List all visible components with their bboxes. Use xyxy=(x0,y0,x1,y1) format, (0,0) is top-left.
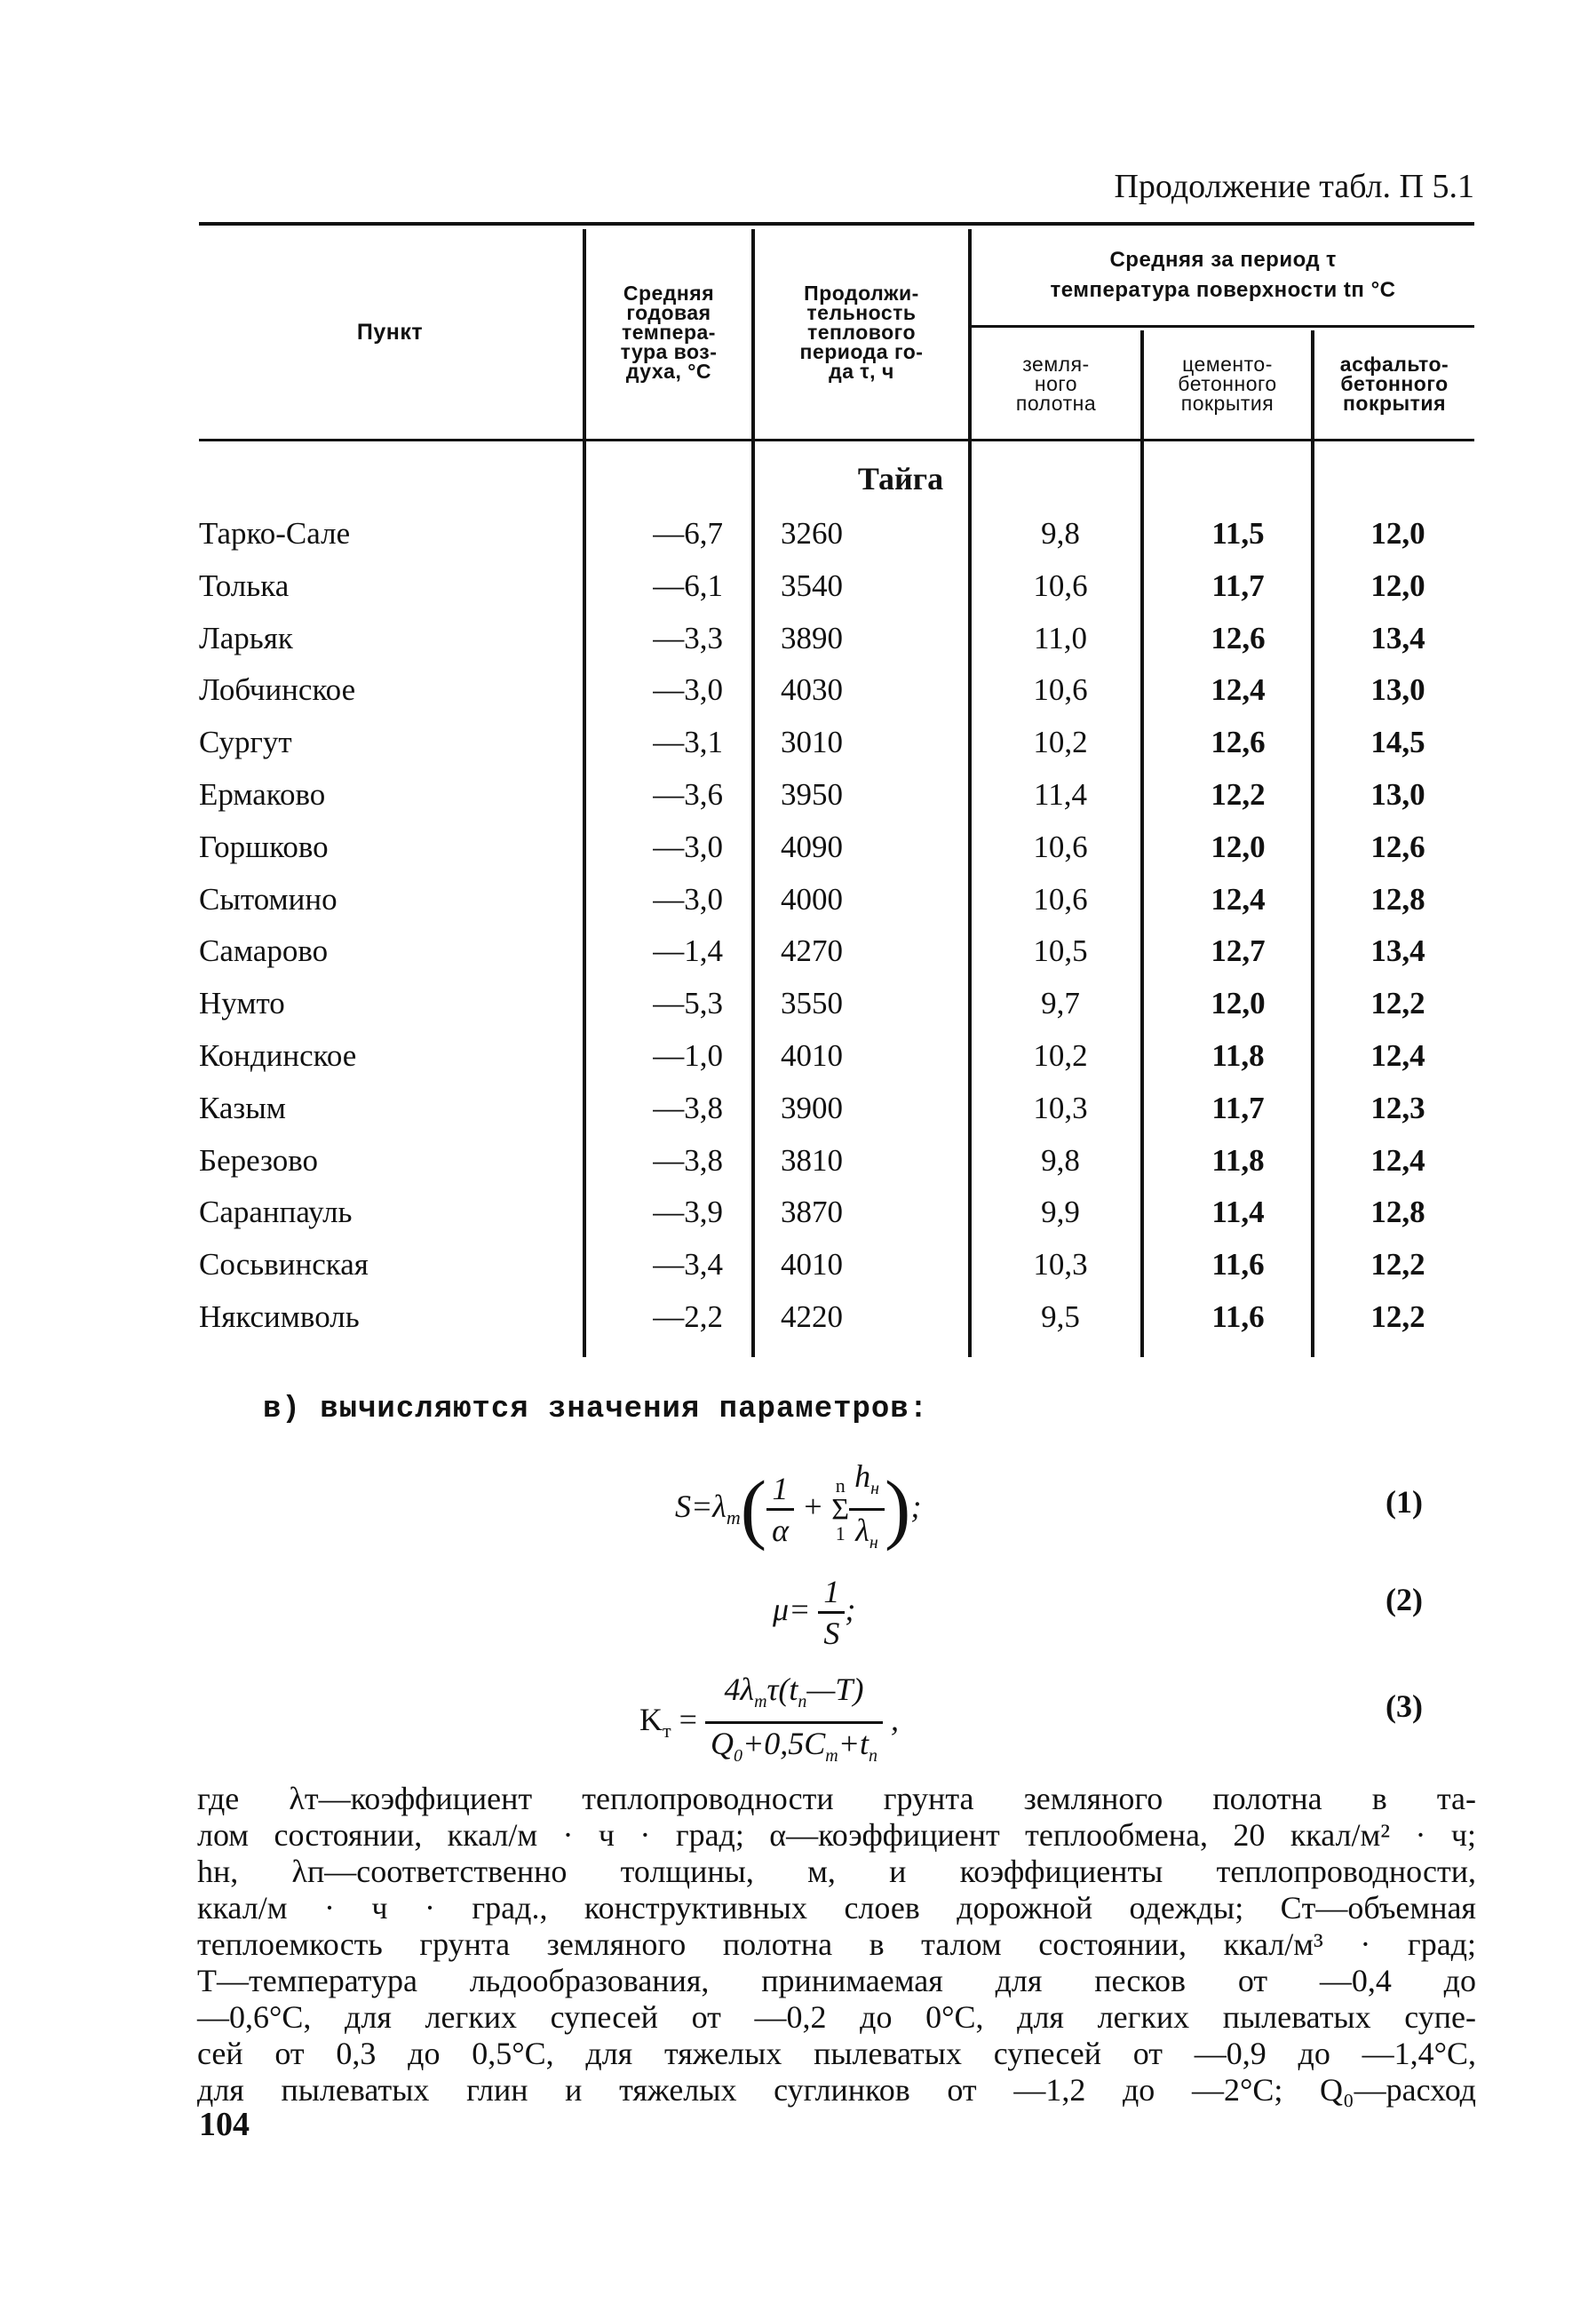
paragraph-line: —0,6°С, для легких супесей от —0,2 до 0°С, для легких пылеватых супе- xyxy=(197,1999,1476,2035)
cement-temp-cell: 11,4 xyxy=(1211,1195,1265,1230)
duration-cell: 3950 xyxy=(781,777,843,812)
earth-temp-cell: 10,5 xyxy=(1033,933,1088,969)
equation-number-3: (3) xyxy=(1386,1688,1423,1724)
mean-temp-cell: —3,3 xyxy=(653,620,723,655)
table-row xyxy=(199,874,1474,925)
cement-temp-cell: 11,8 xyxy=(1211,1038,1265,1073)
earth-temp-cell: 9,5 xyxy=(1041,1299,1080,1334)
point-name-cell: Нумто xyxy=(199,986,285,1021)
mean-temp-cell: —6,7 xyxy=(653,516,723,551)
page-number: 104 xyxy=(199,2106,250,2143)
cement-temp-cell: 12,6 xyxy=(1211,620,1266,655)
asphalt-temp-cell: 12,4 xyxy=(1370,1038,1425,1073)
duration-cell: 3550 xyxy=(781,986,843,1021)
duration-cell: 4000 xyxy=(781,881,843,917)
header-earth: земля- ного полотна xyxy=(1015,353,1097,415)
cement-temp-cell: 11,7 xyxy=(1211,1090,1265,1125)
paragraph-line: ккал/м · ч · град., конструктивных слоев дорожной одежды; Cт—объемная xyxy=(197,1890,1476,1926)
mean-temp-cell: —3,1 xyxy=(653,725,723,760)
asphalt-temp-cell: 12,2 xyxy=(1370,1247,1425,1283)
earth-temp-cell: 11,4 xyxy=(1034,777,1087,812)
earth-temp-cell: 10,6 xyxy=(1033,881,1088,917)
cement-temp-cell: 11,6 xyxy=(1211,1299,1265,1334)
duration-cell: 4220 xyxy=(781,1299,843,1334)
table-row xyxy=(199,1187,1474,1238)
table-row xyxy=(199,1030,1474,1082)
mean-temp-cell: —3,8 xyxy=(653,1090,723,1125)
asphalt-temp-cell: 12,6 xyxy=(1370,829,1425,864)
table-row xyxy=(199,1291,1474,1343)
table-row xyxy=(199,1239,1474,1290)
paragraph-line: где λт—коэффициент теплопроводности грунта земляного полотна в та- xyxy=(197,1781,1476,1816)
table-row xyxy=(199,925,1474,977)
section-title-taiga: Тайга xyxy=(857,461,944,496)
table-row xyxy=(199,717,1474,768)
earth-temp-cell: 11,0 xyxy=(1034,620,1087,655)
asphalt-temp-cell: 12,2 xyxy=(1370,986,1425,1021)
mean-temp-cell: —6,1 xyxy=(653,568,723,603)
point-name-cell: Казым xyxy=(199,1090,286,1125)
table-row xyxy=(199,664,1474,716)
paragraph-line: T—температура льдообразования, принимаемая для песков от —0,4 до xyxy=(197,1963,1476,1998)
cement-temp-cell: 11,6 xyxy=(1211,1247,1265,1283)
mean-temp-cell: —1,4 xyxy=(653,933,723,969)
paragraph-line: для пылеватых глин и тяжелых суглинков от —1,2 до —2°С; Q₀—расход xyxy=(197,2072,1476,2108)
cement-temp-cell: 11,8 xyxy=(1211,1142,1265,1178)
table-row xyxy=(199,508,1474,560)
cement-temp-cell: 12,0 xyxy=(1211,986,1266,1021)
duration-cell: 3540 xyxy=(781,568,843,603)
paragraph-line: hн, λп—соответственно толщины, м, и коэффициенты теплопроводности, xyxy=(197,1854,1476,1889)
earth-temp-cell: 9,7 xyxy=(1041,986,1080,1021)
duration-cell: 4010 xyxy=(781,1247,843,1283)
point-name-cell: Ермаково xyxy=(199,777,326,812)
cement-temp-cell: 12,4 xyxy=(1211,881,1266,917)
earth-temp-cell: 9,9 xyxy=(1041,1195,1080,1230)
duration-cell: 3810 xyxy=(781,1142,843,1178)
table-row xyxy=(199,978,1474,1029)
earth-temp-cell: 9,8 xyxy=(1041,516,1080,551)
duration-cell: 4270 xyxy=(781,933,843,969)
paragraph-line: сей от 0,3 до 0,5°С, для тяжелых пылеватых супесей от —0,9 до —1,4°С, xyxy=(197,2036,1476,2071)
cement-temp-cell: 12,7 xyxy=(1211,933,1266,969)
header-cement: цементо- бетонного покрытия xyxy=(1178,353,1277,415)
earth-temp-cell: 10,6 xyxy=(1033,568,1088,603)
asphalt-temp-cell: 12,4 xyxy=(1370,1142,1425,1178)
table-row xyxy=(199,1083,1474,1134)
asphalt-temp-cell: 12,2 xyxy=(1370,1299,1425,1334)
header-subrule xyxy=(972,325,1474,328)
point-name-cell: Ларьяк xyxy=(199,620,293,655)
table-row xyxy=(199,822,1474,873)
paragraph-line: лом состоянии, ккал/м · ч · град; α—коэффициент теплообмена, 20 ккал/м² · ч; xyxy=(197,1817,1476,1853)
mean-temp-cell: —3,0 xyxy=(653,672,723,708)
table-row xyxy=(199,560,1474,612)
point-name-cell: Березово xyxy=(199,1142,319,1178)
table-row xyxy=(199,613,1474,664)
cement-temp-cell: 11,7 xyxy=(1211,568,1265,603)
duration-cell: 3900 xyxy=(781,1090,843,1125)
earth-temp-cell: 9,8 xyxy=(1041,1142,1080,1178)
header-duration: Продолжи- тельность теплового периода го- да τ, ч xyxy=(799,282,924,383)
explanation-paragraph xyxy=(197,1781,1476,2108)
mean-temp-cell: —3,9 xyxy=(653,1195,723,1230)
table-continuation-caption: Продолжение табл. П 5.1 xyxy=(1114,168,1474,205)
cement-temp-cell: 12,0 xyxy=(1211,829,1266,864)
header-point: Пункт xyxy=(356,320,424,345)
earth-temp-cell: 10,3 xyxy=(1033,1247,1088,1283)
earth-temp-cell: 10,2 xyxy=(1033,725,1088,760)
point-name-cell: Самарово xyxy=(199,933,329,969)
duration-cell: 3260 xyxy=(781,516,843,551)
point-name-cell: Лобчинское xyxy=(199,672,356,708)
asphalt-temp-cell: 12,3 xyxy=(1370,1090,1425,1125)
mean-temp-cell: —3,0 xyxy=(653,881,723,917)
table-row xyxy=(199,1135,1474,1187)
mean-temp-cell: —3,8 xyxy=(653,1142,723,1178)
formula-2: μ= $\frac{1}{S}$ ; xyxy=(773,1574,856,1651)
header-asphalt: асфальто- бетонного покрытия xyxy=(1339,353,1449,415)
formula-3: $K_т$ = $\frac{4\lambda_т\tau(t_п—T)}{Q_0+0,5C_т+t_п}$ , xyxy=(639,1672,899,1767)
mean-temp-cell: —3,6 xyxy=(653,777,723,812)
asphalt-temp-cell: 13,0 xyxy=(1370,672,1425,708)
formula-1: $S=\lambda_т$( $\frac{1}{\alpha}$ + n Σ 1 $\frac{h_н}{\lambda_н}$ ); xyxy=(675,1458,922,1553)
earth-temp-cell: 10,6 xyxy=(1033,672,1088,708)
earth-temp-cell: 10,2 xyxy=(1033,1038,1088,1073)
header-surface-temp: Средняя за период τ температура поверхности tп °С xyxy=(1050,248,1396,302)
asphalt-temp-cell: 12,8 xyxy=(1370,881,1425,917)
cement-temp-cell: 12,2 xyxy=(1211,777,1266,812)
equation-number-2: (2) xyxy=(1386,1582,1423,1617)
earth-temp-cell: 10,6 xyxy=(1033,829,1088,864)
header-bottom-rule xyxy=(199,439,1474,441)
mean-temp-cell: —1,0 xyxy=(653,1038,723,1073)
equation-number-1: (1) xyxy=(1386,1484,1423,1520)
asphalt-temp-cell: 12,0 xyxy=(1370,568,1425,603)
asphalt-temp-cell: 12,0 xyxy=(1370,516,1425,551)
asphalt-temp-cell: 12,8 xyxy=(1370,1195,1425,1230)
asphalt-temp-cell: 14,5 xyxy=(1370,725,1425,760)
cement-temp-cell: 12,6 xyxy=(1211,725,1266,760)
cement-temp-cell: 12,4 xyxy=(1211,672,1266,708)
mean-temp-cell: —2,2 xyxy=(653,1299,723,1334)
point-name-cell: Сытомино xyxy=(199,881,337,917)
asphalt-temp-cell: 13,4 xyxy=(1370,933,1425,969)
mean-temp-cell: —3,4 xyxy=(653,1247,723,1283)
point-name-cell: Горшково xyxy=(199,829,329,864)
earth-temp-cell: 10,3 xyxy=(1033,1090,1088,1125)
header-mean-temp: Средняя годовая темпера- тура воз- духа, °С xyxy=(620,282,718,383)
point-name-cell: Сургут xyxy=(199,725,292,760)
intro-line: в) вычисляются значения параметров: xyxy=(263,1393,929,1426)
mean-temp-cell: —3,0 xyxy=(653,829,723,864)
asphalt-temp-cell: 13,0 xyxy=(1370,777,1425,812)
point-name-cell: Толька xyxy=(199,568,290,603)
table-row xyxy=(199,769,1474,821)
duration-cell: 3890 xyxy=(781,620,843,655)
paragraph-line: теплоемкость грунта земляного полотна в талом состоянии, ккал/м³ · град; xyxy=(197,1926,1476,1962)
duration-cell: 4010 xyxy=(781,1038,843,1073)
duration-cell: 4030 xyxy=(781,672,843,708)
point-name-cell: Саранпауль xyxy=(199,1195,353,1230)
point-name-cell: Сосьвинская xyxy=(199,1247,369,1283)
asphalt-temp-cell: 13,4 xyxy=(1370,620,1425,655)
cement-temp-cell: 11,5 xyxy=(1211,516,1265,551)
data-table xyxy=(199,222,1474,1359)
duration-cell: 3010 xyxy=(781,725,843,760)
duration-cell: 3870 xyxy=(781,1195,843,1230)
duration-cell: 4090 xyxy=(781,829,843,864)
mean-temp-cell: —5,3 xyxy=(653,986,723,1021)
point-name-cell: Кондинское xyxy=(199,1038,357,1073)
point-name-cell: Тарко-Сале xyxy=(199,516,351,551)
point-name-cell: Няксимволь xyxy=(199,1299,360,1334)
